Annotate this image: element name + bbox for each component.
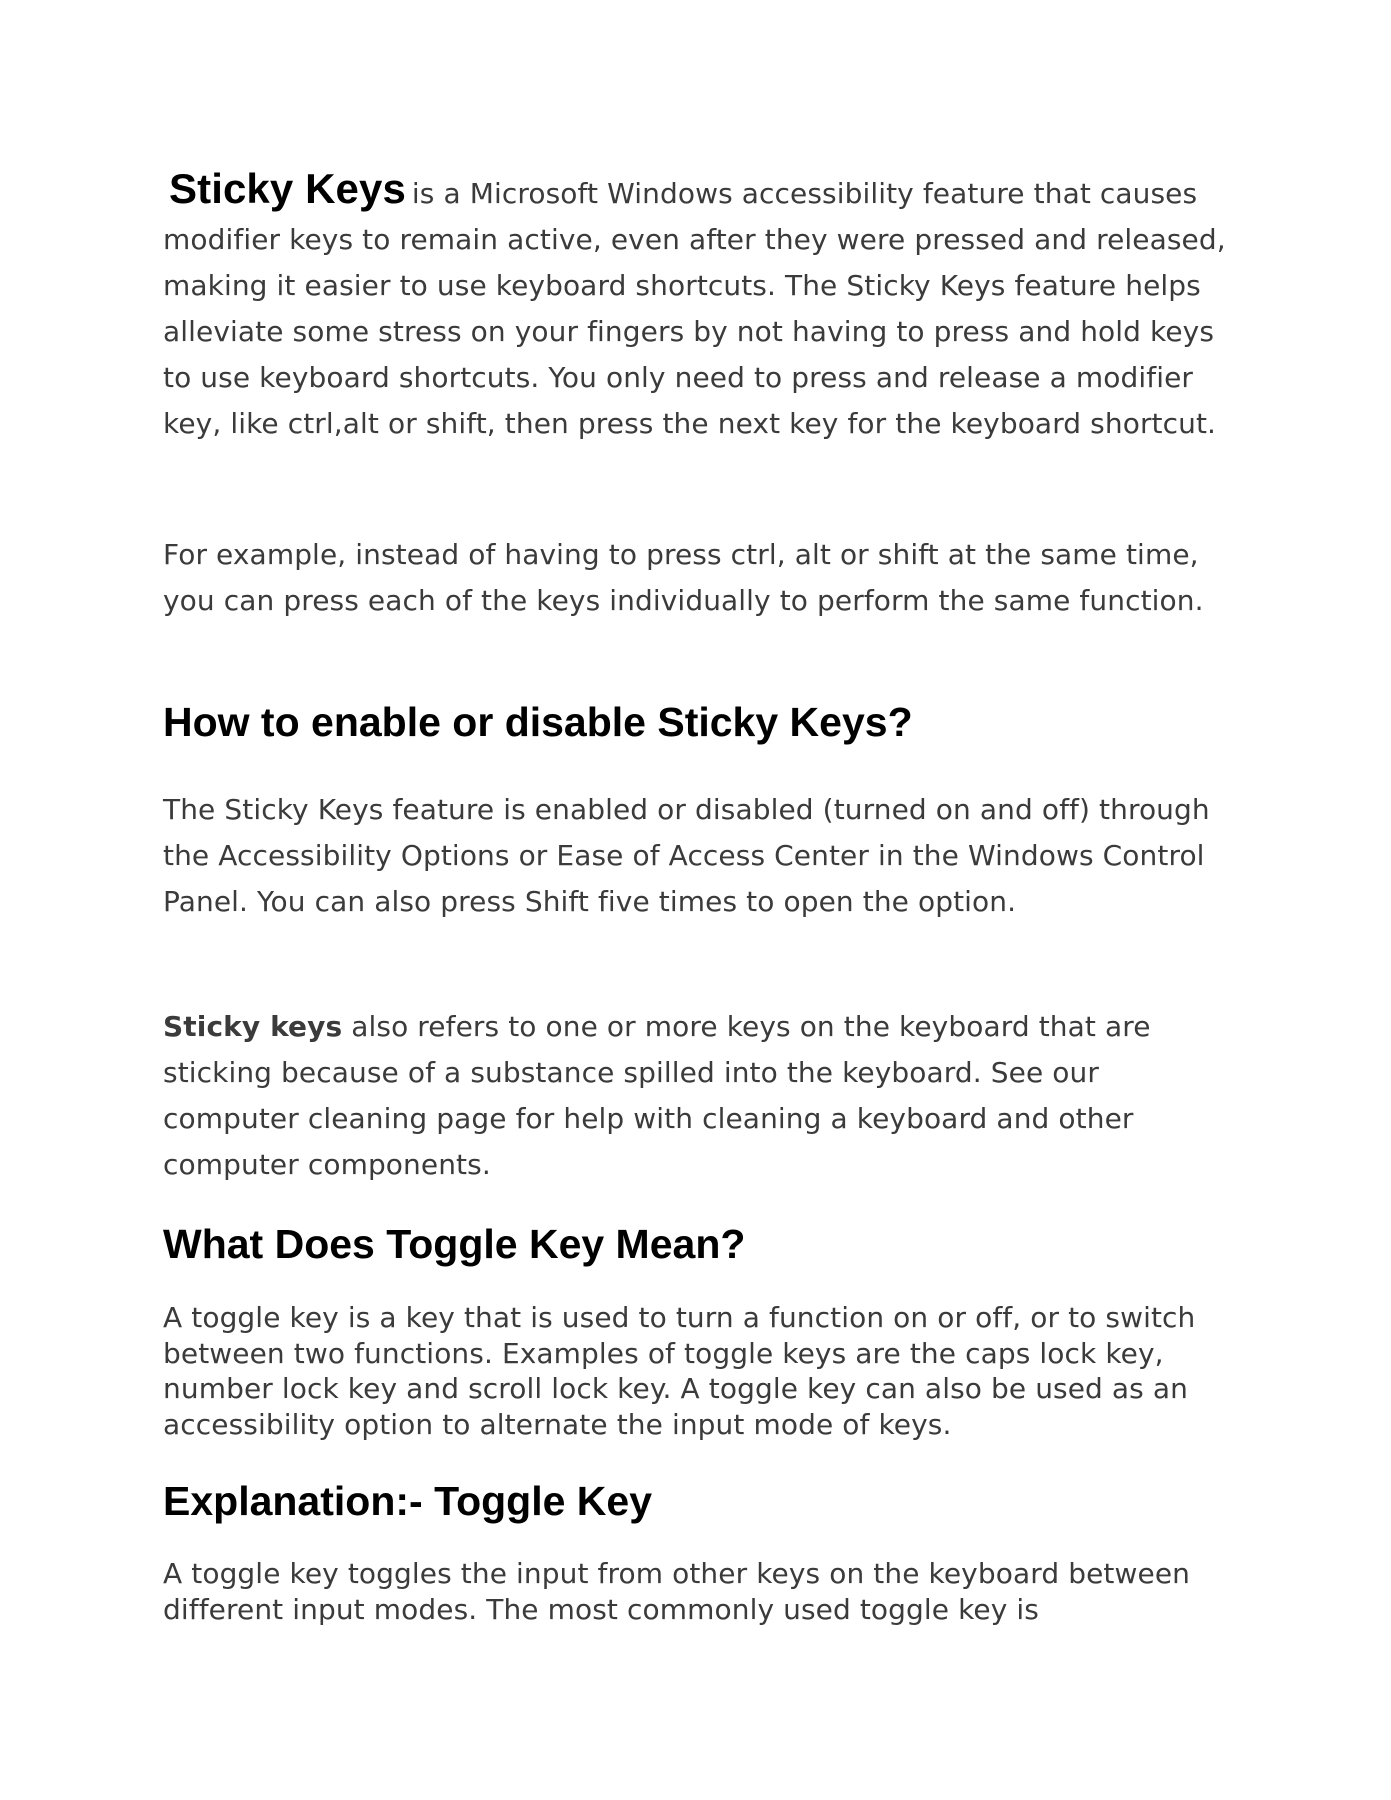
sticky-hardware-paragraph: [163, 1004, 1233, 1188]
section-explanation-heading-block: [163, 1476, 1233, 1526]
section-heading: Explanation:- Toggle Key: [163, 1478, 652, 1524]
example-paragraph: [163, 532, 1233, 624]
section-enable-heading-block: [163, 697, 1233, 747]
section-heading: What Does Toggle Key Mean?: [163, 1221, 746, 1267]
intro-lead-term: Sticky Keys: [169, 165, 406, 212]
section-enable-text: The Sticky Keys feature is enabled or disabled (turned on and off) through the Accessibility Options or Ease of Access Center in the Windows Control Panel. You can also press Shift five times to open the option.: [163, 793, 1210, 918]
sticky-hardware-lead-term: Sticky keys: [163, 1010, 343, 1043]
section-enable-paragraph: [163, 787, 1233, 925]
section-explanation-text: A toggle key toggles the input from other keys on the keyboard between different input modes. The most commonly used toggle key is: [163, 1557, 1190, 1626]
section-heading: How to enable or disable Sticky Keys?: [163, 699, 913, 745]
section-toggle-paragraph: [163, 1300, 1233, 1442]
intro-paragraph: [163, 166, 1233, 447]
sticky-hardware-text: also refers to one or more keys on the keyboard that are sticking because of a substance spilled into the keyboard. See our computer cleaning page for help with cleaning a keyboard and other computer components.: [163, 1010, 1151, 1181]
section-explanation-paragraph: [163, 1556, 1233, 1627]
section-toggle-text: A toggle key is a key that is used to turn a function on or off, or to switch between two functions. Examples of toggle keys are the caps lock key, number lock key and scroll lock key. A toggle key can also be used as an accessibility option to alternate the input mode of keys.: [163, 1301, 1196, 1441]
example-text: For example, instead of having to press ctrl, alt or shift at the same time, you can press each of the keys individually to perform the same function.: [163, 538, 1204, 617]
intro-text: is a Microsoft Windows accessibility feature that causes modifier keys to remain active, even after they were pressed and released, making it easier to use keyboard shortcuts. The Sticky Keys feature helps alleviate some stress on your fingers by not having to press and hold keys to use keyboard shortcuts. You only need to press and release a modifier key, like ctrl,alt or shift, then press the next key for the keyboard shortcut.: [163, 177, 1226, 440]
section-toggle-heading-block: [163, 1219, 1233, 1269]
